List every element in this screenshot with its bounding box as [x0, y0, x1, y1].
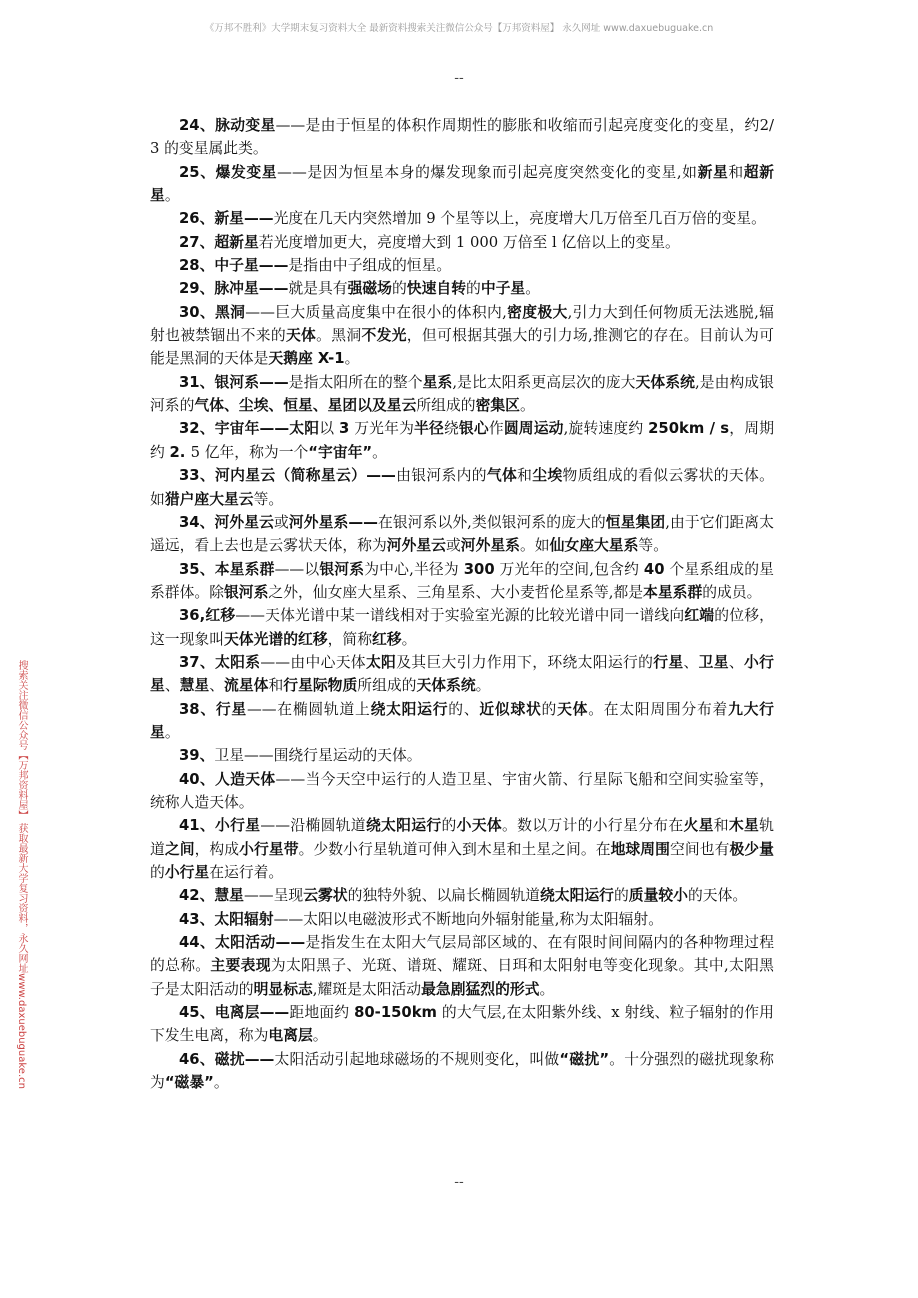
bold-text: 仙女座大星系 — [549, 537, 639, 555]
bold-text: 气体、尘埃、恒星、星团以及星云 — [194, 397, 417, 415]
text-run: ,旋转速度约 — [563, 420, 649, 438]
term-paragraph — [150, 768, 774, 815]
bold-text: 不发光 — [361, 327, 407, 345]
text-run: 。十分强烈的磁扰现象称为 — [150, 1050, 774, 1092]
bold-text: 32、宇宙年——太阳 — [179, 420, 320, 438]
bold-text: 33、河内星云（简称星云）—— — [179, 467, 396, 485]
text-run: 的独特外貌、以扁长椭圆轨道 — [347, 887, 540, 905]
text-run: 个星系组成的星系群体。除 — [150, 560, 774, 601]
bold-text: 小行星 — [150, 653, 774, 695]
text-run: ——以 — [274, 560, 320, 578]
text-run: 、 — [728, 653, 744, 671]
bold-text: 3 — [339, 420, 350, 438]
term-paragraph — [150, 698, 774, 745]
text-run: 。 — [164, 187, 180, 205]
bold-text: 天体光谱的红移 — [224, 630, 328, 648]
bold-text: 40、人造天体 — [179, 770, 276, 788]
text-run: 。少数小行星轨道可伸入到木星和土星之间。在 — [298, 840, 611, 858]
page-header: 《万邦不胜利》大学期末复习资料大全 最新资料搜索关注微信公众号【万邦资料屋】 永久网址 www.daxuebuguake.cn — [204, 23, 714, 34]
text-run: 卫星——围绕行星运动的天体。 — [214, 747, 422, 765]
text-run: 。 — [525, 280, 541, 298]
text-run: 为太阳黑子、光斑、谱斑、耀斑、日珥和太阳射电等变化现象。其中,太阳黑子是太阳活动的 — [150, 957, 774, 998]
bold-text: 本星系群 — [643, 583, 703, 601]
bold-text: 地球周围 — [610, 840, 670, 858]
bold-text: 九大行星 — [150, 700, 774, 741]
text-run: 。如 — [519, 537, 550, 555]
text-run: 若光度增加更大，亮度增大到 1 000 万倍至 l 亿倍以上的变星。 — [258, 233, 680, 251]
text-run: 的天体。 — [687, 887, 748, 905]
bold-text: 28、中子星—— — [179, 257, 289, 275]
bold-text: 木星 — [728, 817, 760, 835]
text-run: 的 — [541, 700, 558, 718]
text-run: 为中心,半径为 — [364, 560, 464, 578]
bold-text: 30、黑洞 — [179, 303, 246, 321]
text-run: 。 — [344, 350, 360, 368]
bold-text: 电离层 — [268, 1027, 313, 1045]
text-run: 在运行着。 — [209, 864, 284, 881]
term-paragraph — [150, 464, 774, 511]
text-run: 。 — [312, 1027, 328, 1045]
text-run: 和 — [517, 467, 533, 485]
bold-text: 36,红移 — [179, 607, 236, 625]
bold-text: 慧星 — [179, 677, 210, 695]
term-paragraph — [150, 814, 774, 884]
bold-text: 明显标志 — [253, 980, 313, 998]
bold-text: 小行星 — [164, 864, 210, 881]
text-run: 光度在几天内突然增加 9 个星等以上，亮度增大几万倍至几百万倍的变星。 — [273, 210, 766, 228]
text-run: 距地面约 — [289, 1004, 355, 1022]
bold-text: “磁暴” — [164, 1074, 214, 1092]
term-paragraph — [150, 277, 774, 300]
text-run: 物质组成的看似云雾状的天体。如 — [150, 467, 774, 508]
text-run: 的、 — [448, 700, 480, 718]
bold-text: 新星 — [697, 163, 729, 181]
bold-text: 质量较小 — [628, 887, 688, 905]
bold-text: 天体系统 — [416, 677, 476, 695]
text-run: 轨道 — [150, 817, 774, 858]
term-paragraph — [150, 161, 774, 208]
term-paragraph — [150, 651, 774, 698]
text-run: 、 — [209, 677, 225, 695]
text-run: 。 — [475, 677, 491, 695]
bold-text: 极少量 — [729, 840, 774, 858]
text-run: 。 — [164, 723, 180, 741]
bold-text: 24、脉动变星 — [179, 117, 276, 134]
text-run: 。 — [213, 1074, 229, 1092]
bold-text: 密度极大 — [506, 303, 568, 321]
text-run: 的大气层,在太阳紫外线、x 射线、粒子辐射的作用下发生电离，称为 — [150, 1004, 774, 1045]
term-paragraph — [150, 301, 774, 371]
bold-text: 河外星云 — [386, 537, 446, 555]
text-run: ,是由构成银河系的 — [150, 373, 774, 415]
bold-text: “宇宙年” — [308, 443, 373, 461]
bold-text: 太阳 — [365, 653, 397, 671]
bold-text: 80-150km — [354, 1004, 437, 1022]
text-run: ，周期约 — [150, 420, 774, 461]
bold-text: 2. — [169, 443, 191, 461]
bold-text: 42、慧星 — [179, 887, 244, 905]
term-paragraph — [150, 931, 774, 1001]
bold-text: 半径 — [414, 420, 444, 438]
bold-text: 小行星带 — [239, 840, 299, 858]
bold-text: 恒星集团 — [605, 513, 666, 531]
bold-text: 37、太阳系 — [179, 653, 261, 671]
bold-text: 绕太阳运行 — [539, 887, 614, 905]
term-paragraph — [150, 1048, 774, 1095]
text-run: 在银河系以外,类似银河系的庞大的 — [377, 513, 606, 531]
text-run: 之外，仙女座大星系、三角星系、大小麦哲伦星系等,都是 — [268, 583, 644, 601]
bold-text: 卫星 — [698, 653, 729, 671]
bold-text: 主要表现 — [210, 957, 271, 975]
bold-text: 26、新星—— — [179, 210, 274, 228]
text-run: 等。 — [638, 537, 668, 555]
term-paragraph — [150, 231, 774, 254]
text-run: 的成员。 — [702, 583, 762, 601]
bold-text: 绕太阳运行 — [365, 817, 442, 835]
text-run: 。 — [372, 443, 387, 461]
text-run: ,由于它们距离太遥远，看上去也是云雾状天体，称为 — [150, 513, 774, 555]
text-run: ——呈现 — [243, 887, 304, 905]
bold-text: 39、 — [179, 747, 215, 765]
bold-text: 强磁场 — [347, 280, 392, 298]
text-run: 的 — [466, 280, 481, 298]
text-run: 的位移，这一现象叫 — [150, 607, 774, 648]
term-paragraph — [150, 511, 774, 558]
page-mark-top: -- — [454, 70, 464, 86]
term-paragraph — [150, 417, 774, 464]
text-run: 万光年为 — [349, 420, 415, 438]
bold-text: 密集区 — [475, 397, 520, 415]
bold-text: 超新星 — [150, 163, 774, 205]
text-run: ,引力大到任何物质无法逃脱,辐射也被禁锢出不来的 — [150, 303, 774, 345]
text-run: 。 — [539, 980, 555, 998]
bold-text: 银河系 — [319, 560, 365, 578]
text-run: 、 — [683, 653, 699, 671]
text-run: 太阳活动引起地球磁场的不规则变化，叫做 — [274, 1050, 560, 1068]
bold-text: 天鹅座 X-1 — [268, 350, 345, 368]
term-paragraph — [150, 604, 774, 651]
bold-text: 河外星系 — [460, 537, 520, 555]
text-run: 以 — [319, 420, 340, 438]
text-run: ,耀斑是太阳活动 — [312, 980, 422, 998]
bold-text: 红移 — [372, 630, 402, 648]
term-paragraph — [150, 1001, 774, 1048]
text-run: 和 — [728, 163, 744, 181]
bold-text: 气体 — [486, 467, 518, 485]
text-run: 和 — [713, 817, 729, 835]
bold-text: 43、太阳辐射 — [179, 910, 274, 928]
text-run: ——在椭圆轨道上 — [246, 700, 371, 718]
text-run: ，构成 — [194, 840, 240, 858]
bold-text: 之间 — [164, 840, 195, 858]
bold-text: 绕太阳运行 — [370, 700, 449, 718]
text-run: 万光年的空间,包含约 — [494, 560, 644, 578]
text-run: 空间也有 — [670, 840, 730, 858]
document-body — [150, 114, 774, 1094]
text-run: 是指太阳所在的整个 — [288, 373, 423, 391]
text-run: 作 — [488, 420, 504, 438]
text-run: ——由中心天体 — [260, 653, 366, 671]
bold-text: 34、河外星云 — [179, 513, 274, 531]
bold-text: 38、行星 — [179, 700, 247, 718]
bold-text: 猎户座大星云 — [164, 490, 254, 508]
bold-text: 29、脉冲星—— — [179, 280, 289, 298]
text-run: 和 — [268, 677, 284, 695]
bold-text: 45、电离层—— — [179, 1004, 290, 1022]
bold-text: 火星 — [683, 817, 714, 835]
term-paragraph — [150, 908, 774, 931]
bold-text: 云雾状 — [303, 887, 348, 905]
term-paragraph — [150, 114, 774, 161]
bold-text: 31、银河系—— — [179, 373, 289, 391]
text-run: 绕 — [443, 420, 459, 438]
bold-text: 300 — [463, 560, 495, 578]
text-run: ——是因为恒星本身的爆发现象而引起亮度突然变化的变星,如 — [277, 163, 698, 181]
bold-text: 银河系 — [224, 583, 269, 601]
bold-text: 尘埃 — [532, 467, 563, 485]
term-paragraph — [150, 207, 774, 230]
bold-text: 46、磁扰—— — [179, 1050, 275, 1068]
text-run: 的 — [613, 887, 629, 905]
term-paragraph — [150, 884, 774, 907]
text-run: 的 — [441, 817, 457, 835]
text-run: 所组成的 — [416, 397, 476, 415]
text-run: 。 — [401, 630, 417, 648]
term-paragraph — [150, 558, 774, 605]
bold-text: 星系 — [422, 373, 453, 391]
bold-text: 小天体 — [456, 817, 503, 835]
bold-text: 天体 — [285, 327, 317, 345]
text-run: ——天体光谱中某一谱线相对于实验室光源的比较光谱中同一谱线向 — [235, 607, 685, 625]
bold-text: 41、小行星 — [179, 817, 261, 835]
bold-text: 27、超新星 — [179, 233, 259, 251]
text-run: 。 — [519, 397, 535, 415]
bold-text: 快速自转 — [406, 280, 466, 298]
text-run: 的 — [391, 280, 407, 298]
bold-text: 河外星系—— — [288, 513, 378, 531]
bold-text: 圆周运动 — [503, 420, 564, 438]
bold-text: 近似球状 — [479, 700, 542, 718]
bold-text: 中子星 — [480, 280, 526, 298]
term-paragraph — [150, 371, 774, 418]
text-run: 的 — [150, 864, 165, 881]
term-paragraph — [150, 254, 774, 277]
text-run: ——沿椭圆轨道 — [260, 817, 366, 835]
text-run: 及其巨大引力作用下，环绕太阳运行的 — [396, 653, 654, 671]
text-run: 所组成的 — [357, 677, 417, 695]
text-run: ——当今天空中运行的人造卫星、宇宙火箭、行星际飞船和空间实验室等，统称人造天体。 — [150, 770, 774, 811]
bold-text: 行星际物质 — [283, 677, 358, 695]
bold-text: 25、爆发变星 — [179, 163, 278, 181]
bold-text: 40 — [643, 560, 665, 578]
text-run: ——太阳以电磁波形式不断地向外辐射能量,称为太阳辐射。 — [273, 910, 664, 928]
text-run: 、 — [164, 677, 180, 695]
bold-text: 250km / s — [648, 420, 730, 438]
bold-text: 35、本星系群 — [179, 560, 275, 578]
term-paragraph — [150, 744, 774, 767]
bold-text: 行星 — [653, 653, 684, 671]
bold-text: 红端 — [684, 607, 715, 625]
bold-text: 天体 — [557, 700, 589, 718]
text-run: ——是由于恒星的体积作周期性的膨胀和收缩而引起亮度变化的变星，约2/ 3 的变星属此类。 — [150, 117, 774, 158]
bold-text: 流星体 — [224, 677, 269, 695]
bold-text: 天体系统 — [635, 373, 695, 391]
text-run: 5 亿年，称为一个 — [190, 443, 309, 461]
text-run: ,是比太阳系更高层次的庞大 — [452, 373, 636, 391]
text-run: 。数以万计的小行星分布在 — [502, 817, 684, 835]
text-run: ，简称 — [327, 630, 372, 648]
text-run: 由银河系内的 — [395, 467, 487, 485]
side-watermark: 搜索关注微信公众号【万邦资料屋】 获取最新大学复习资料，永久网址www.daxuebuguake.cn — [16, 660, 27, 1089]
bold-text: 44、太阳活动—— — [179, 934, 306, 952]
bold-text: “磁扰” — [559, 1050, 610, 1068]
text-run: 。在太阳周围分布着 — [588, 700, 729, 718]
text-run: 就是具有 — [288, 280, 348, 298]
text-run: 或 — [445, 537, 461, 555]
text-run: 。黑洞 — [316, 327, 362, 345]
text-run: 或 — [273, 513, 289, 531]
bold-text: 最急剧猛烈的形式 — [421, 980, 540, 998]
text-run: ——巨大质量高度集中在很小的体积内, — [245, 303, 507, 321]
text-run: 等。 — [253, 490, 284, 508]
page-mark-bottom: -- — [454, 1174, 464, 1190]
text-run: 是指由中子组成的恒星。 — [288, 257, 452, 275]
bold-text: 银心 — [458, 420, 489, 438]
text-run: ，但可根据其强大的引力场,推测它的存在。目前认为可能是黑洞的天体是 — [150, 327, 774, 368]
text-run: 是指发生在太阳大气层局部区域的、在有限时间间隔内的各种物理过程的总称。 — [150, 934, 774, 975]
